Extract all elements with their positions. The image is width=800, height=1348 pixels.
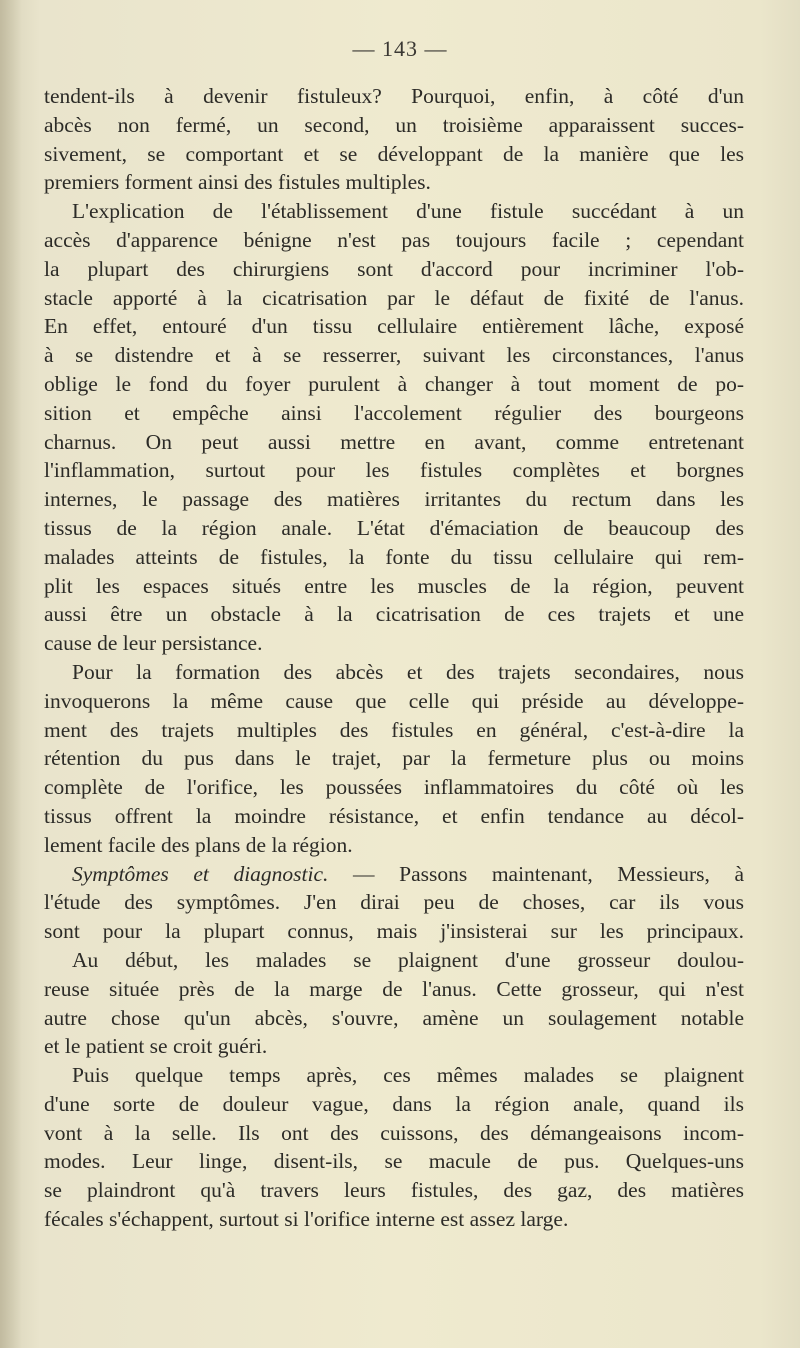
text-line: accès d'apparence bénigne n'est pas toujours facile ; cependant [44,227,744,252]
text-line: oblige le fond du foyer purulent à changer à tout moment de po- [44,371,744,396]
text-line: complète de l'orifice, les poussées inflammatoires du côté où les [44,775,744,800]
text-line: ment des trajets multiples des fistules en général, c'est-à-dire la [44,717,744,742]
text-line: autre chose qu'un abcès, s'ouvre, amène un soulagement notable [44,1005,744,1030]
text-line: tendent-ils à devenir fistuleux? Pourquoi, enfin, à côté d'un [44,84,744,108]
text-line: tissus de la région anale. L'état d'émaciation de beaucoup des [44,515,744,540]
text-line: lement facile des plans de la région. [44,832,353,857]
text-line: l'étude des symptômes. J'en dirai peu de choses, car ils vous [44,890,744,915]
text-line: sition et empêche ainsi l'accolement régulier des bourgeons [44,400,744,425]
text-line: et le patient se croit guéri. [44,1034,268,1059]
text-line: à se distendre et à se resserrer, suivant les circonstances, l'anus [44,343,744,368]
text-line: l'inflammation, surtout pour les fistules complètes et borgnes [44,458,744,483]
text-line [44,860,744,889]
page-edge-shadow [0,0,22,1348]
text-line: charnus. On peut aussi mettre en avant, comme entretenant [44,429,744,454]
text-line: stacle apporté à la cicatrisation par le défaut de fixité de l'anus. [44,285,744,310]
text-line: cause de leur persistance. [44,631,263,656]
text-line: En effet, entouré d'un tissu cellulaire entièrement lâche, exposé [44,314,744,339]
text-line: Au début, les malades se plaignent d'une grosseur doulou- [72,947,744,972]
text-line: tissus offrent la moindre résistance, et enfin tendance au décol- [44,803,744,828]
text-line: sivement, se comportant et se développant de la manière que les [44,141,744,166]
text-line: sont pour la plupart connus, mais j'insisterai sur les principaux. [44,919,744,944]
text-line: reuse située près de la marge de l'anus. Cette grosseur, qui n'est [44,976,744,1001]
text-line: rétention du pus dans le trajet, par la fermeture plus ou moins [44,746,744,771]
text-line: la plupart des chirurgiens sont d'accord pour incriminer l'ob- [44,256,744,281]
text-line: Puis quelque temps après, ces mêmes malades se plaignent [72,1063,744,1088]
text-line: premiers forment ainsi des fistules multiples. [44,170,431,195]
text-line: malades atteints de fistules, la fonte du tissu cellulaire qui rem- [44,544,744,569]
text-line: fécales s'échappent, surtout si l'orifice interne est assez large. [44,1207,569,1232]
text-line: modes. Leur linge, disent-ils, se macule de pus. Quelques-uns [44,1149,744,1174]
text-line: aussi être un obstacle à la cicatrisation de ces trajets et une [44,602,744,627]
text-line: vont à la selle. Ils ont des cuissons, des démangeaisons incom- [44,1120,744,1145]
text-line: d'une sorte de douleur vague, dans la région anale, quand ils [44,1091,744,1116]
text-line: se plaindront qu'à travers leurs fistules, des gaz, des matières [44,1178,744,1203]
text-line: internes, le passage des matières irritantes du rectum dans les [44,487,744,512]
body-text [44,82,744,1234]
text-line: plit les espaces situés entre les muscles de la région, peuvent [44,573,744,598]
text-line: L'explication de l'établissement d'une fistule succédant à un [72,199,744,224]
section-heading: Symptômes et diagnostic. [72,861,329,886]
text-line: abcès non fermé, un second, un troisième apparaissent succes- [44,112,744,137]
page-number: — 143 — [352,36,448,61]
text-line: invoquerons la même cause que celle qui préside au développe- [44,688,744,713]
text-line-fragment: — Passons maintenant, Messieurs, à [353,861,744,886]
text-line: Pour la formation des abcès et des trajets secondaires, nous [72,659,744,684]
